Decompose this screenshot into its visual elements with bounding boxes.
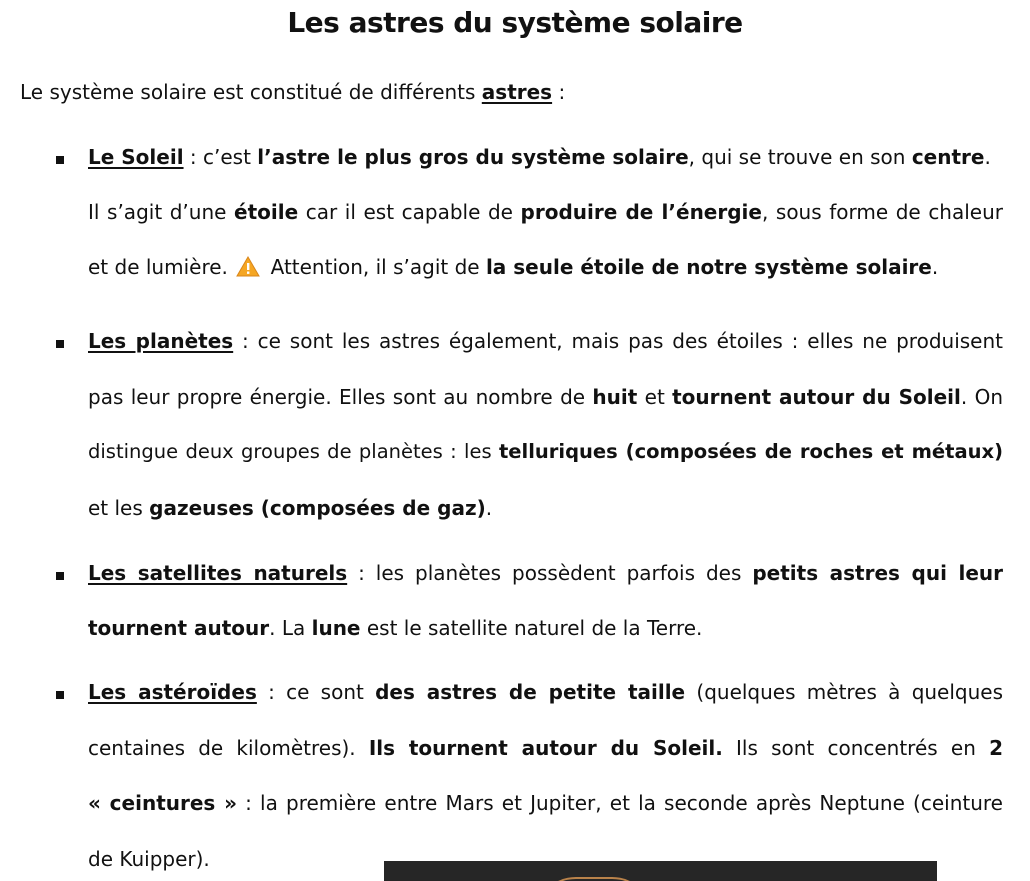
text-span: (quelques mètres à quelques <box>685 680 1004 704</box>
bold-span: la seule étoile de notre système solaire <box>485 255 932 279</box>
text-span: : ce sont <box>256 680 376 704</box>
planetes-line-3 <box>88 440 1003 463</box>
term-asteroides: Les astéroïdes <box>88 680 257 704</box>
bold-span: petits astres qui leur <box>752 561 1003 585</box>
text-span: pas leur propre énergie. Elles sont au nombre de <box>88 385 593 409</box>
text-span: de Kuipper). <box>88 847 210 871</box>
text-span: car il est capable de <box>298 200 521 224</box>
text-span: . On <box>960 385 1003 409</box>
text-span: : ce sont les astres également, mais pas des étoiles : elles ne produisent <box>233 329 1003 353</box>
intro-paragraph <box>20 80 565 104</box>
bullet-square <box>56 340 64 348</box>
asteroides-line-3 <box>88 791 1003 815</box>
soleil-line-3 <box>88 255 1003 282</box>
text-span: Ils sont concentrés en <box>722 736 990 760</box>
text-span: . <box>984 145 991 169</box>
bold-span: l’astre le plus gros du système solaire <box>257 145 689 169</box>
text-span: . La <box>269 616 312 640</box>
text-span: et <box>637 385 673 409</box>
bold-span: tournent autour <box>88 616 270 640</box>
satellites-line-2 <box>88 616 1003 640</box>
warning-icon <box>236 256 260 282</box>
bold-span: tournent autour du Soleil <box>672 385 961 409</box>
term-soleil: Le Soleil <box>88 145 184 169</box>
text-span: : c’est <box>183 145 258 169</box>
text-span: est le satellite naturel de la Terre. <box>360 616 703 640</box>
intro-end: : <box>552 80 566 104</box>
text-span: , qui se trouve en son <box>688 145 912 169</box>
bold-span: huit <box>592 385 638 409</box>
bold-span: lune <box>311 616 361 640</box>
soleil-line-1 <box>88 145 1003 169</box>
bold-span: centre <box>911 145 985 169</box>
satellites-line-1 <box>88 561 1003 585</box>
text-span: . <box>931 255 939 279</box>
soleil-line-2 <box>88 200 1003 224</box>
planet-arc-shape <box>534 877 654 881</box>
planetes-line-1 <box>88 329 1003 353</box>
bold-span: telluriques (composées de roches et métaux) <box>498 440 1003 463</box>
text-span: . <box>485 496 493 520</box>
text-span: Il s’agit d’une <box>88 200 235 224</box>
text-span: distingue deux groupes de planètes : les <box>88 440 499 463</box>
text-span: , sous forme de chaleur <box>761 200 1004 224</box>
page-title: Les astres du système solaire <box>287 6 743 39</box>
text-span: et de lumière. <box>88 255 235 279</box>
planetes-line-4 <box>88 496 1003 520</box>
bold-span: 2 <box>989 736 1003 760</box>
asteroides-line-1 <box>88 680 1003 704</box>
text-span: centaines de kilomètres). <box>88 736 369 760</box>
bold-span: Ils tournent autour du Soleil. <box>368 736 723 760</box>
bullet-square <box>56 156 64 164</box>
bold-span: produire de l’énergie <box>520 200 762 224</box>
bold-span: gazeuses (composées de gaz) <box>149 496 486 520</box>
intro-text: Le système solaire est constitué de différents <box>20 80 482 104</box>
text-span: Attention, il s’agit de <box>264 255 486 279</box>
text-span: : la première entre Mars et Jupiter, et la seconde après Neptune (ceinture <box>237 791 1003 815</box>
intro-term-astres: astres <box>481 80 553 104</box>
text-span: : les planètes possèdent parfois des <box>347 561 753 585</box>
term-satellites: Les satellites naturels <box>88 561 348 585</box>
bullet-square <box>56 691 64 699</box>
bold-span: « ceintures » <box>88 791 238 815</box>
solar-system-image <box>384 861 937 881</box>
bullet-square <box>56 572 64 580</box>
term-planetes: Les planètes <box>88 329 234 353</box>
bold-span: étoile <box>234 200 299 224</box>
asteroides-line-2 <box>88 736 1003 760</box>
planetes-line-2 <box>88 385 1003 409</box>
text-span: et les <box>88 496 150 520</box>
bold-span: des astres de petite taille <box>375 680 686 704</box>
